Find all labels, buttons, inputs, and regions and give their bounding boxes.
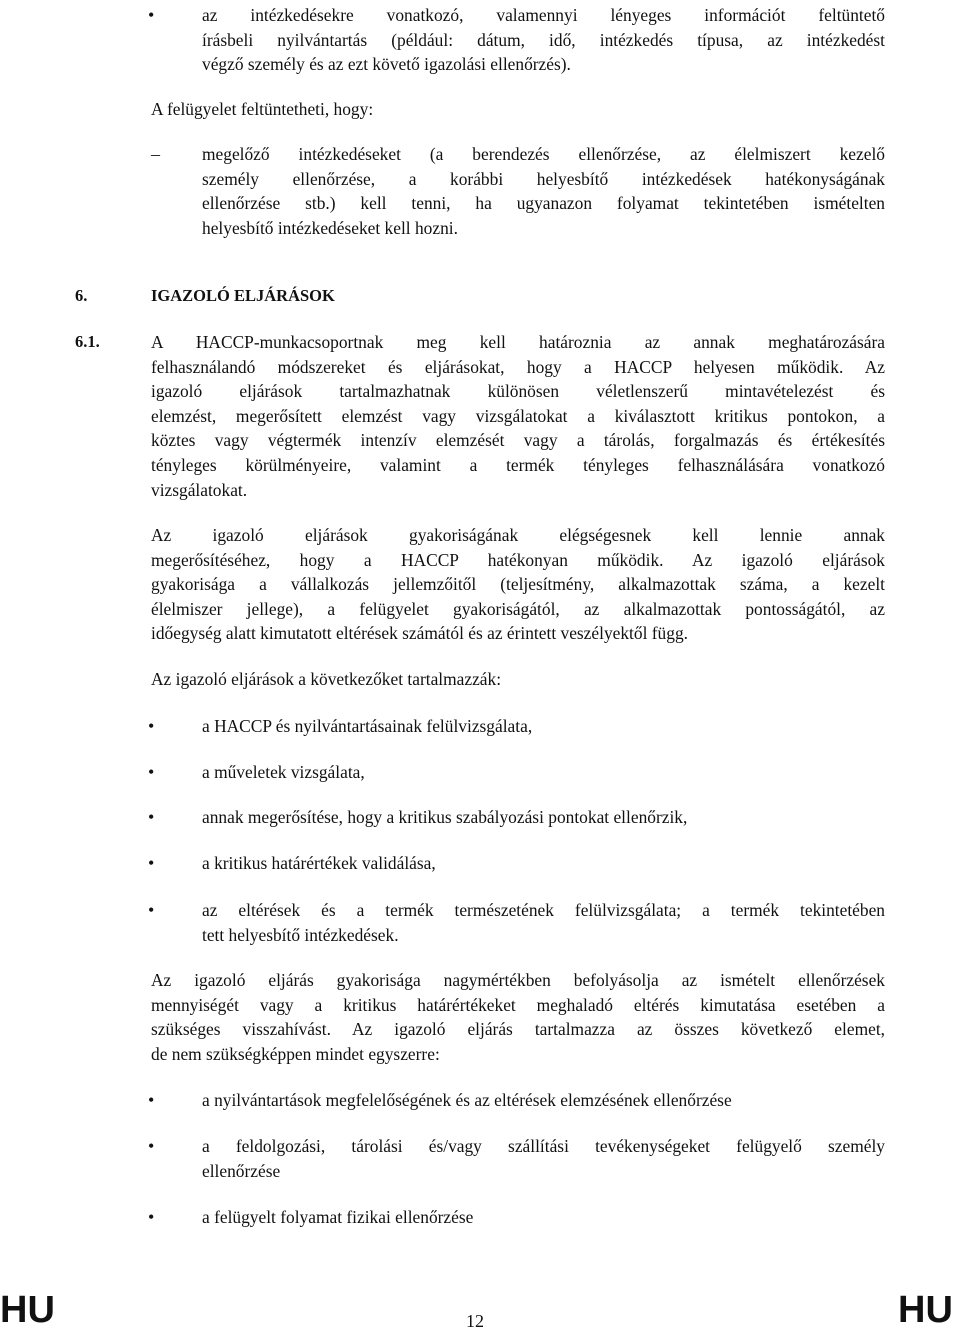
text-line: a felügyelt folyamat fizikai ellenőrzése [202, 1207, 474, 1227]
bullet-marker: • [148, 807, 155, 827]
text-line: A HACCP-munkacsoportnak meg kell határoznia az annak meghatározására [151, 332, 885, 352]
dash-marker: – [151, 144, 160, 164]
text-line: személy ellenőrzése, a korábbi helyesbítő intézkedések hatékonyságának [202, 168, 885, 189]
text-line: elemzést, megerősített elemzést vagy vizsgálatokat a kiválasztott kritikus pontokon, a [151, 405, 885, 426]
text-line: az intézkedésekre vonatkozó, valamennyi lényeges információt feltüntető [202, 5, 885, 25]
text-line: az eltérések és a termék természetének felülvizsgálata; a termék tekintetében [202, 900, 885, 920]
text-line: a kritikus határértékek validálása, [202, 853, 436, 873]
section-number: 6. [75, 286, 88, 305]
text-line: időegység alatt kimutatott eltérések számától és az érintett veszélyektől függ. [151, 623, 688, 644]
list-item [202, 1088, 885, 1113]
list-item [202, 1205, 885, 1230]
bullet-marker: • [148, 1090, 155, 1110]
text-line: annak megerősítése, hogy a kritikus szabályozási pontokat ellenőrzik, [202, 807, 688, 827]
text-line: megerősítéséhez, hogy a HACCP hatékonyan működik. Az igazoló eljárások [151, 549, 885, 570]
text-line: a feldolgozási, tárolási és/vagy szállítási tevékenységeket felügyelő személy [202, 1136, 885, 1156]
subsection-paragraph [151, 330, 885, 502]
text-line: írásbeli nyilvántartás (például: dátum, idő, intézkedés típusa, az intézkedést [202, 29, 885, 50]
includes-intro: Az igazoló eljárások a következőket tartalmazzák: [151, 669, 502, 689]
section-title: IGAZOLÓ ELJÁRÁSOK [151, 286, 335, 305]
supervision-intro: A felügyelet feltüntetheti, hogy: [151, 99, 374, 119]
subsection-number: 6.1. [75, 332, 100, 351]
text-line: igazoló eljárások tartalmazhatnak különösen véletlenszerű mintavételezést és [151, 381, 885, 402]
list-item [202, 805, 885, 830]
bullet-marker: • [148, 1207, 155, 1227]
bullet-marker: • [148, 5, 155, 25]
list-item [202, 851, 885, 876]
page-number: 12 [466, 1311, 484, 1331]
text-line: élelmiszer jellege), a felügyelet gyakoriságától, az alkalmazottak pontosságától, az [151, 598, 885, 619]
text-line: tett helyesbítő intézkedések. [202, 924, 399, 945]
footer-language-code-left: HU [0, 1289, 55, 1331]
list-item [202, 714, 885, 739]
text-line: gyakorisága a vállalkozás jellemzőitől (teljesítmény, alkalmazottak száma, a kezelt [151, 574, 885, 595]
bullet-marker: • [148, 900, 155, 920]
influence-paragraph [151, 968, 885, 1066]
text-line: tényleges körülményeire, valamint a termék tényleges felhasználására vonatkozó [151, 454, 885, 475]
footer-language-code-right: HU [898, 1289, 953, 1331]
text-line: Az igazoló eljárások gyakoriságának elégségesnek kell lennie annak [151, 525, 885, 545]
dash-item-text [202, 142, 885, 240]
text-line: a nyilvántartások megfelelőségének és az eltérések elemzésének ellenőrzése [202, 1090, 732, 1110]
text-line: felhasználandó módszereket és eljárásokat, hogy a HACCP helyesen működik. Az [151, 356, 885, 377]
text-line: végző személy és az ezt követő igazolási ellenőrzés). [202, 54, 571, 75]
text-line: vizsgálatokat. [151, 479, 248, 500]
text-line: Az igazoló eljárás gyakorisága nagymértékben befolyásolja az ismételt ellenőrzések [151, 970, 885, 990]
text-line: de nem szükségképpen mindet egyszerre: [151, 1043, 440, 1064]
list-item [202, 898, 885, 947]
text-line: köztes vagy végtermék intenzív elemzését vagy a tárolás, forgalmazás és értékesítés [151, 430, 885, 451]
text-line: a HACCP és nyilvántartásainak felülvizsgálata, [202, 716, 533, 736]
text-line: ellenőrzése stb.) kell tenni, ha ugyanazon folyamat tekintetében ismételten [202, 193, 885, 214]
text-line: mennyiségét vagy a kritikus határértékeket meghaladó eltérés kimutatása esetében a [151, 994, 885, 1015]
text-line: szükséges visszahívást. Az igazoló eljárás tartalmazza az összes következő elemet, [151, 1019, 885, 1040]
text-line: helyesbítő intézkedéseket kell hozni. [202, 217, 458, 238]
top-bullet-text [202, 3, 885, 77]
text-line: a műveletek vizsgálata, [202, 762, 365, 782]
bullet-marker: • [148, 1136, 155, 1156]
text-line: ellenőrzése [202, 1160, 281, 1181]
bullet-marker: • [148, 716, 155, 736]
bullet-marker: • [148, 762, 155, 782]
list-item [202, 1134, 885, 1183]
frequency-paragraph [151, 523, 885, 646]
text-line: megelőző intézkedéseket (a berendezés ellenőrzése, az élelmiszert kezelő [202, 144, 885, 164]
bullet-marker: • [148, 853, 155, 873]
list-item [202, 760, 885, 785]
